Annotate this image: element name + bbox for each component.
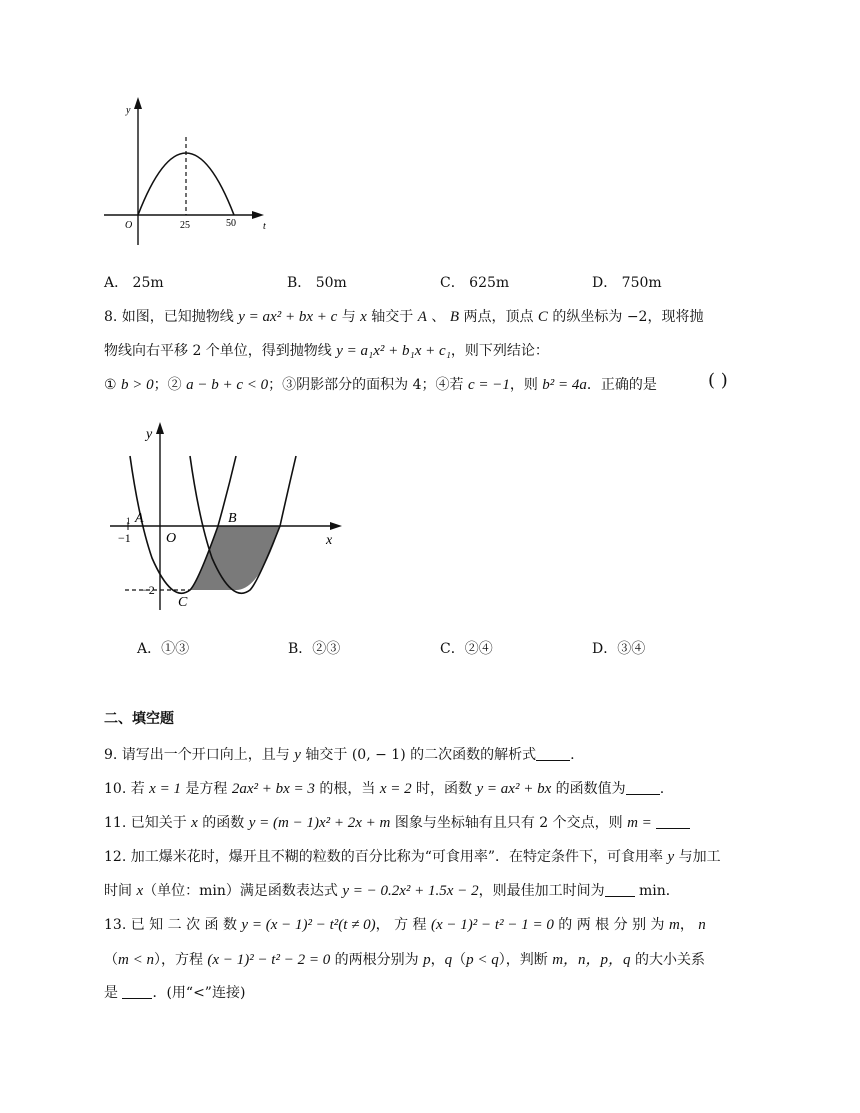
- q8-option-a: A．①③: [137, 641, 190, 657]
- axis-label-y: y: [146, 427, 153, 442]
- q10-answer-blank[interactable]: [626, 780, 660, 795]
- q13-answer-blank[interactable]: [122, 984, 152, 999]
- answer-parentheses: ( ): [708, 370, 728, 391]
- q8-option-c: C．②④: [440, 641, 493, 657]
- tick-label-50: 50: [226, 218, 236, 229]
- tick-label-neg2: −2: [142, 583, 155, 597]
- q8-line-2: 物线向右平移 2 个单位，得到抛物线 y = a₁x² + b₁x + c₁，则下列结论：: [104, 343, 549, 359]
- q11-text: 11. 已知关于 x 的函数 y = (m − 1)x² + 2x + m 图象与坐标轴有且只有 2 个交点，则 m =: [104, 812, 690, 832]
- tick-label-1: 1: [126, 516, 131, 526]
- q12-line-1: 12. 加工爆米花时，爆开且不糊的粒数的百分比称为“可食用率”．在特定条件下，可食用率 y 与加工: [104, 849, 721, 865]
- q12-answer-blank[interactable]: [605, 882, 635, 897]
- point-label-c: C: [178, 595, 188, 610]
- q9-answer-blank[interactable]: [536, 746, 570, 761]
- q11-answer-blank[interactable]: [656, 814, 690, 829]
- q10-text: 10. 若 x = 1 是方程 2ax² + bx = 3 的根，当 x = 2 时，函数 y = ax² + bx 的函数值为 .: [104, 781, 665, 797]
- q7-option-c: C． 625m: [440, 275, 510, 291]
- q13-line-1: 13. 已 知 二 次 函 数 y = (x − 1)² − t²(t ≠ 0)， 方 程 (x − 1)² − t² − 1 = 0 的 两 根 分 别 为 m， n: [104, 917, 706, 933]
- q13-line-3: 是 ．(用“<”连接): [104, 985, 246, 1001]
- q7-option-d: D． 750m: [592, 275, 662, 291]
- q7-option-a: A． 25m: [104, 275, 164, 291]
- q8-option-d: D．③④: [592, 641, 646, 657]
- q13-line-2: （m < n），方程 (x − 1)² − t² − 2 = 0 的两根分别为 p，q（p < q），判断 m，n，p，q 的大小关系: [104, 952, 706, 968]
- figure-shifted-parabolas: [110, 418, 355, 613]
- q9-text: 9. 请写出一个开口向上，且与 y 轴交于 (0, − 1) 的二次函数的解析式 .: [104, 747, 575, 763]
- q7-option-b: B． 50m: [287, 275, 347, 291]
- point-label-b: B: [228, 511, 237, 526]
- section-heading-fill-in: 二、填空题: [104, 711, 174, 727]
- origin-label: O: [166, 531, 177, 546]
- tick-label-25: 25: [180, 220, 190, 231]
- figure-projectile-parabola: [98, 95, 273, 247]
- axis-label-t: t: [263, 221, 266, 232]
- axis-label-y: y: [126, 105, 131, 116]
- q12-line-2: 时间 x（单位：min）满足函数表达式 y = − 0.2x² + 1.5x − 2，则最佳加工时间为 min．: [104, 883, 680, 899]
- q8-option-b: B．②③: [288, 641, 341, 657]
- q8-line-1: 8. 如图，已知抛物线 y = ax² + bx + c 与 x 轴交于 A 、 B 两点，顶点 C 的纵坐标为 −2，现将抛: [104, 309, 704, 325]
- tick-label-neg1: −1: [118, 531, 131, 545]
- axis-label-x: x: [326, 533, 333, 548]
- q8-line-3: ① b > 0；② a − b + c < 0；③阴影部分的面积为 4；④若 c = −1，则 b² = 4a．正确的是: [104, 377, 657, 393]
- origin-label: O: [125, 220, 133, 231]
- point-label-a: A: [135, 511, 144, 526]
